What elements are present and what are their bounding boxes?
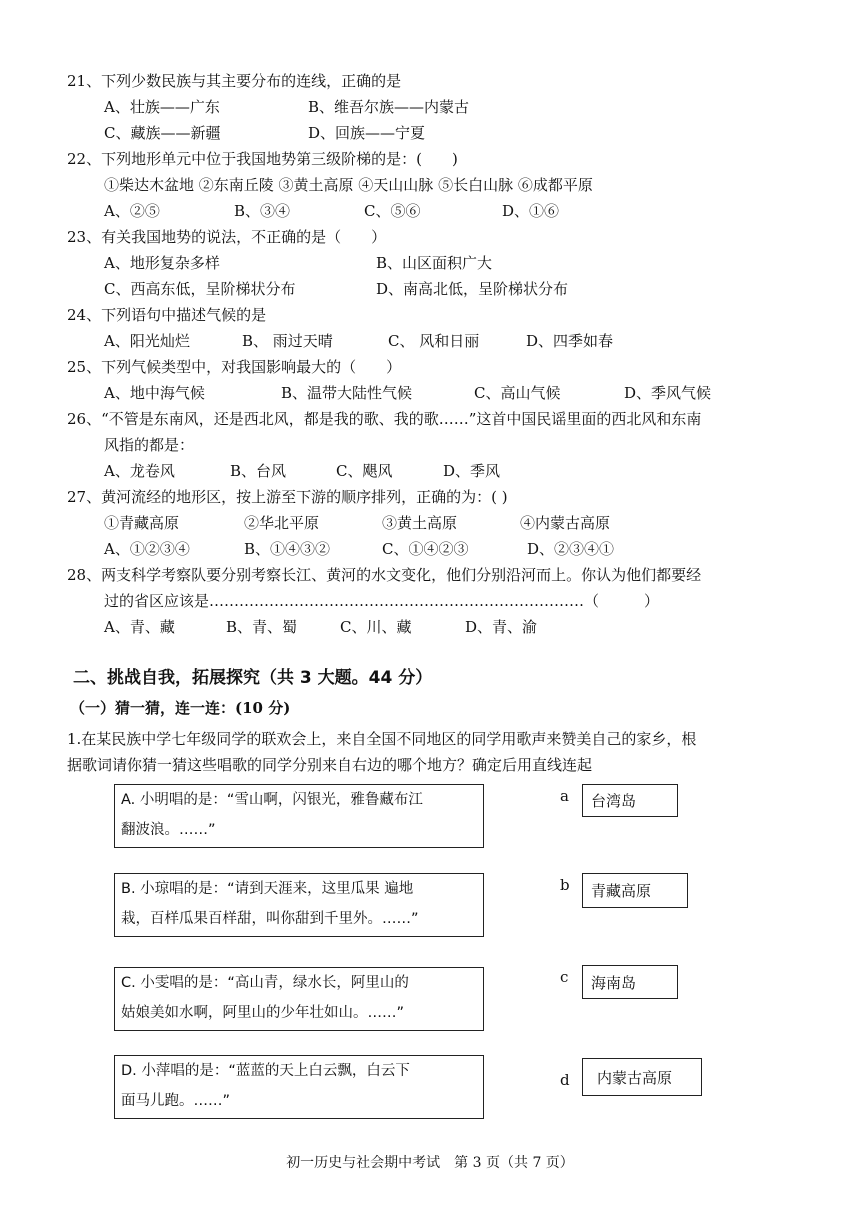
place-box-b: 青藏高原 [582,873,688,908]
lyric-d-line2: 面马儿跑。……” [121,1093,231,1109]
q27-item-3: ③黄土高原 [382,514,458,532]
q21-option-a: A、壮族——广东 [104,98,220,116]
q23-option-a: A、地形复杂多样 [104,254,220,272]
page-footer: 初一历史与社会期中考试 第 3 页（共 7 页） [286,1155,574,1171]
section-2-intro-line1: 1.在某民族中学七年级同学的联欢会上，来自全国不同地区的同学用歌声来赞美自己的家乡，根 [67,730,697,748]
q24-option-c: C、 风和日丽 [388,332,480,350]
lyric-box-a [114,784,484,848]
q26-option-c: C、飓风 [336,462,393,480]
section-2-title: 二、挑战自我，拓展探究（共 3 大题。44 分） [73,668,433,688]
q26-option-b: B、台风 [230,462,287,480]
q27-stem: 27、黄河流经的地形区，按上游至下游的顺序排列，正确的为：( ) [67,488,508,506]
q23-option-c: C、西高东低，呈阶梯状分布 [104,280,296,298]
section-2-intro-line2: 据歌词请你猜一猜这些唱歌的同学分别来自右边的哪个地方？确定后用直线连起 [67,756,593,774]
q26-option-d: D、季风 [443,462,501,480]
q28-stem-line1: 28、两支科学考察队要分别考察长江、黄河的水文变化，他们分别沿河而上。你认为他们都要经 [67,566,702,584]
q27-option-d: D、②③④① [527,540,615,558]
q28-stem-line2: 过的省区应该是…………………………………………………………………（ ） [104,592,660,610]
q23-option-b: B、山区面积广大 [376,254,493,272]
q24-option-a: A、阳光灿烂 [104,332,190,350]
q26-stem-line1: 26、“不管是东南风，还是西北风，都是我的歌、我的歌……”这首中国民谣里面的西北风和东南 [67,410,702,428]
q22-items: ①柴达木盆地 ②东南丘陵 ③黄土高原 ④天山山脉 ⑤长白山脉 ⑥成都平原 [104,176,593,194]
lyric-c-line2: 姑娘美如水啊，阿里山的少年壮如山。……” [121,1005,405,1021]
place-letter-a: a [560,787,569,805]
lyric-a-line1: A. 小明唱的是：“雪山啊，闪银光，雅鲁藏布江 [121,792,423,808]
q24-option-b: B、 雨过天晴 [242,332,333,350]
lyric-a-line2: 翻波浪。……” [121,822,216,838]
q25-option-d: D、季风气候 [624,384,712,402]
q27-option-a: A、①②③④ [104,540,190,558]
q22-option-a: A、②⑤ [104,202,160,220]
q25-option-a: A、地中海气候 [104,384,205,402]
q24-option-d: D、四季如春 [526,332,614,350]
place-letter-c: c [560,968,569,986]
q26-stem-line2: 风指的都是： [104,436,195,454]
lyric-d-line1: D. 小萍唱的是：“蓝蓝的天上白云飘，白云下 [121,1063,410,1079]
lyric-b-line1: B. 小琼唱的是：“请到天涯来，这里瓜果 遍地 [121,881,414,897]
q27-option-c: C、①④②③ [382,540,469,558]
q25-stem: 25、下列气候类型中，对我国影响最大的（ ） [67,358,402,376]
q22-option-b: B、③④ [234,202,291,220]
q28-option-b: B、青、蜀 [226,618,298,636]
place-box-a: 台湾岛 [582,784,678,817]
q23-stem: 23、有关我国地势的说法，不正确的是（ ） [67,228,387,246]
place-letter-b: b [560,876,570,894]
q25-option-b: B、温带大陆性气候 [281,384,413,402]
q26-option-a: A、龙卷风 [104,462,175,480]
q21-stem: 21、下列少数民族与其主要分布的连线，正确的是 [67,72,402,90]
q27-item-2: ②华北平原 [244,514,320,532]
q23-option-d: D、南高北低，呈阶梯状分布 [376,280,569,298]
section-2-subtitle: （一）猜一猜，连一连：(10 分) [70,699,291,717]
q25-option-c: C、高山气候 [474,384,561,402]
place-letter-d: d [560,1071,570,1089]
q21-option-c: C、藏族——新疆 [104,124,221,142]
q27-option-b: B、①④③② [244,540,331,558]
q28-option-a: A、青、藏 [104,618,175,636]
lyric-box-c [114,967,484,1031]
lyric-box-d [114,1055,484,1119]
q21-option-b: B、维吾尔族——内蒙古 [308,98,470,116]
lyric-c-line1: C. 小雯唱的是：“高山青，绿水长，阿里山的 [121,975,409,991]
q24-stem: 24、下列语句中描述气候的是 [67,306,267,324]
q22-option-d: D、①⑥ [502,202,560,220]
place-box-c: 海南岛 [582,965,678,999]
q27-item-4: ④内蒙古高原 [520,514,611,532]
q28-option-d: D、青、渝 [465,618,538,636]
q22-option-c: C、⑤⑥ [364,202,421,220]
q28-option-c: C、川、藏 [340,618,412,636]
q22-stem: 22、下列地形单元中位于我国地势第三级阶梯的是：( ) [67,150,458,168]
place-box-d: 内蒙古高原 [582,1058,702,1096]
lyric-b-line2: 栽，百样瓜果百样甜，叫你甜到千里外。……” [121,911,419,927]
q21-option-d: D、回族——宁夏 [308,124,426,142]
lyric-box-b [114,873,484,937]
q27-item-1: ①青藏高原 [104,514,180,532]
